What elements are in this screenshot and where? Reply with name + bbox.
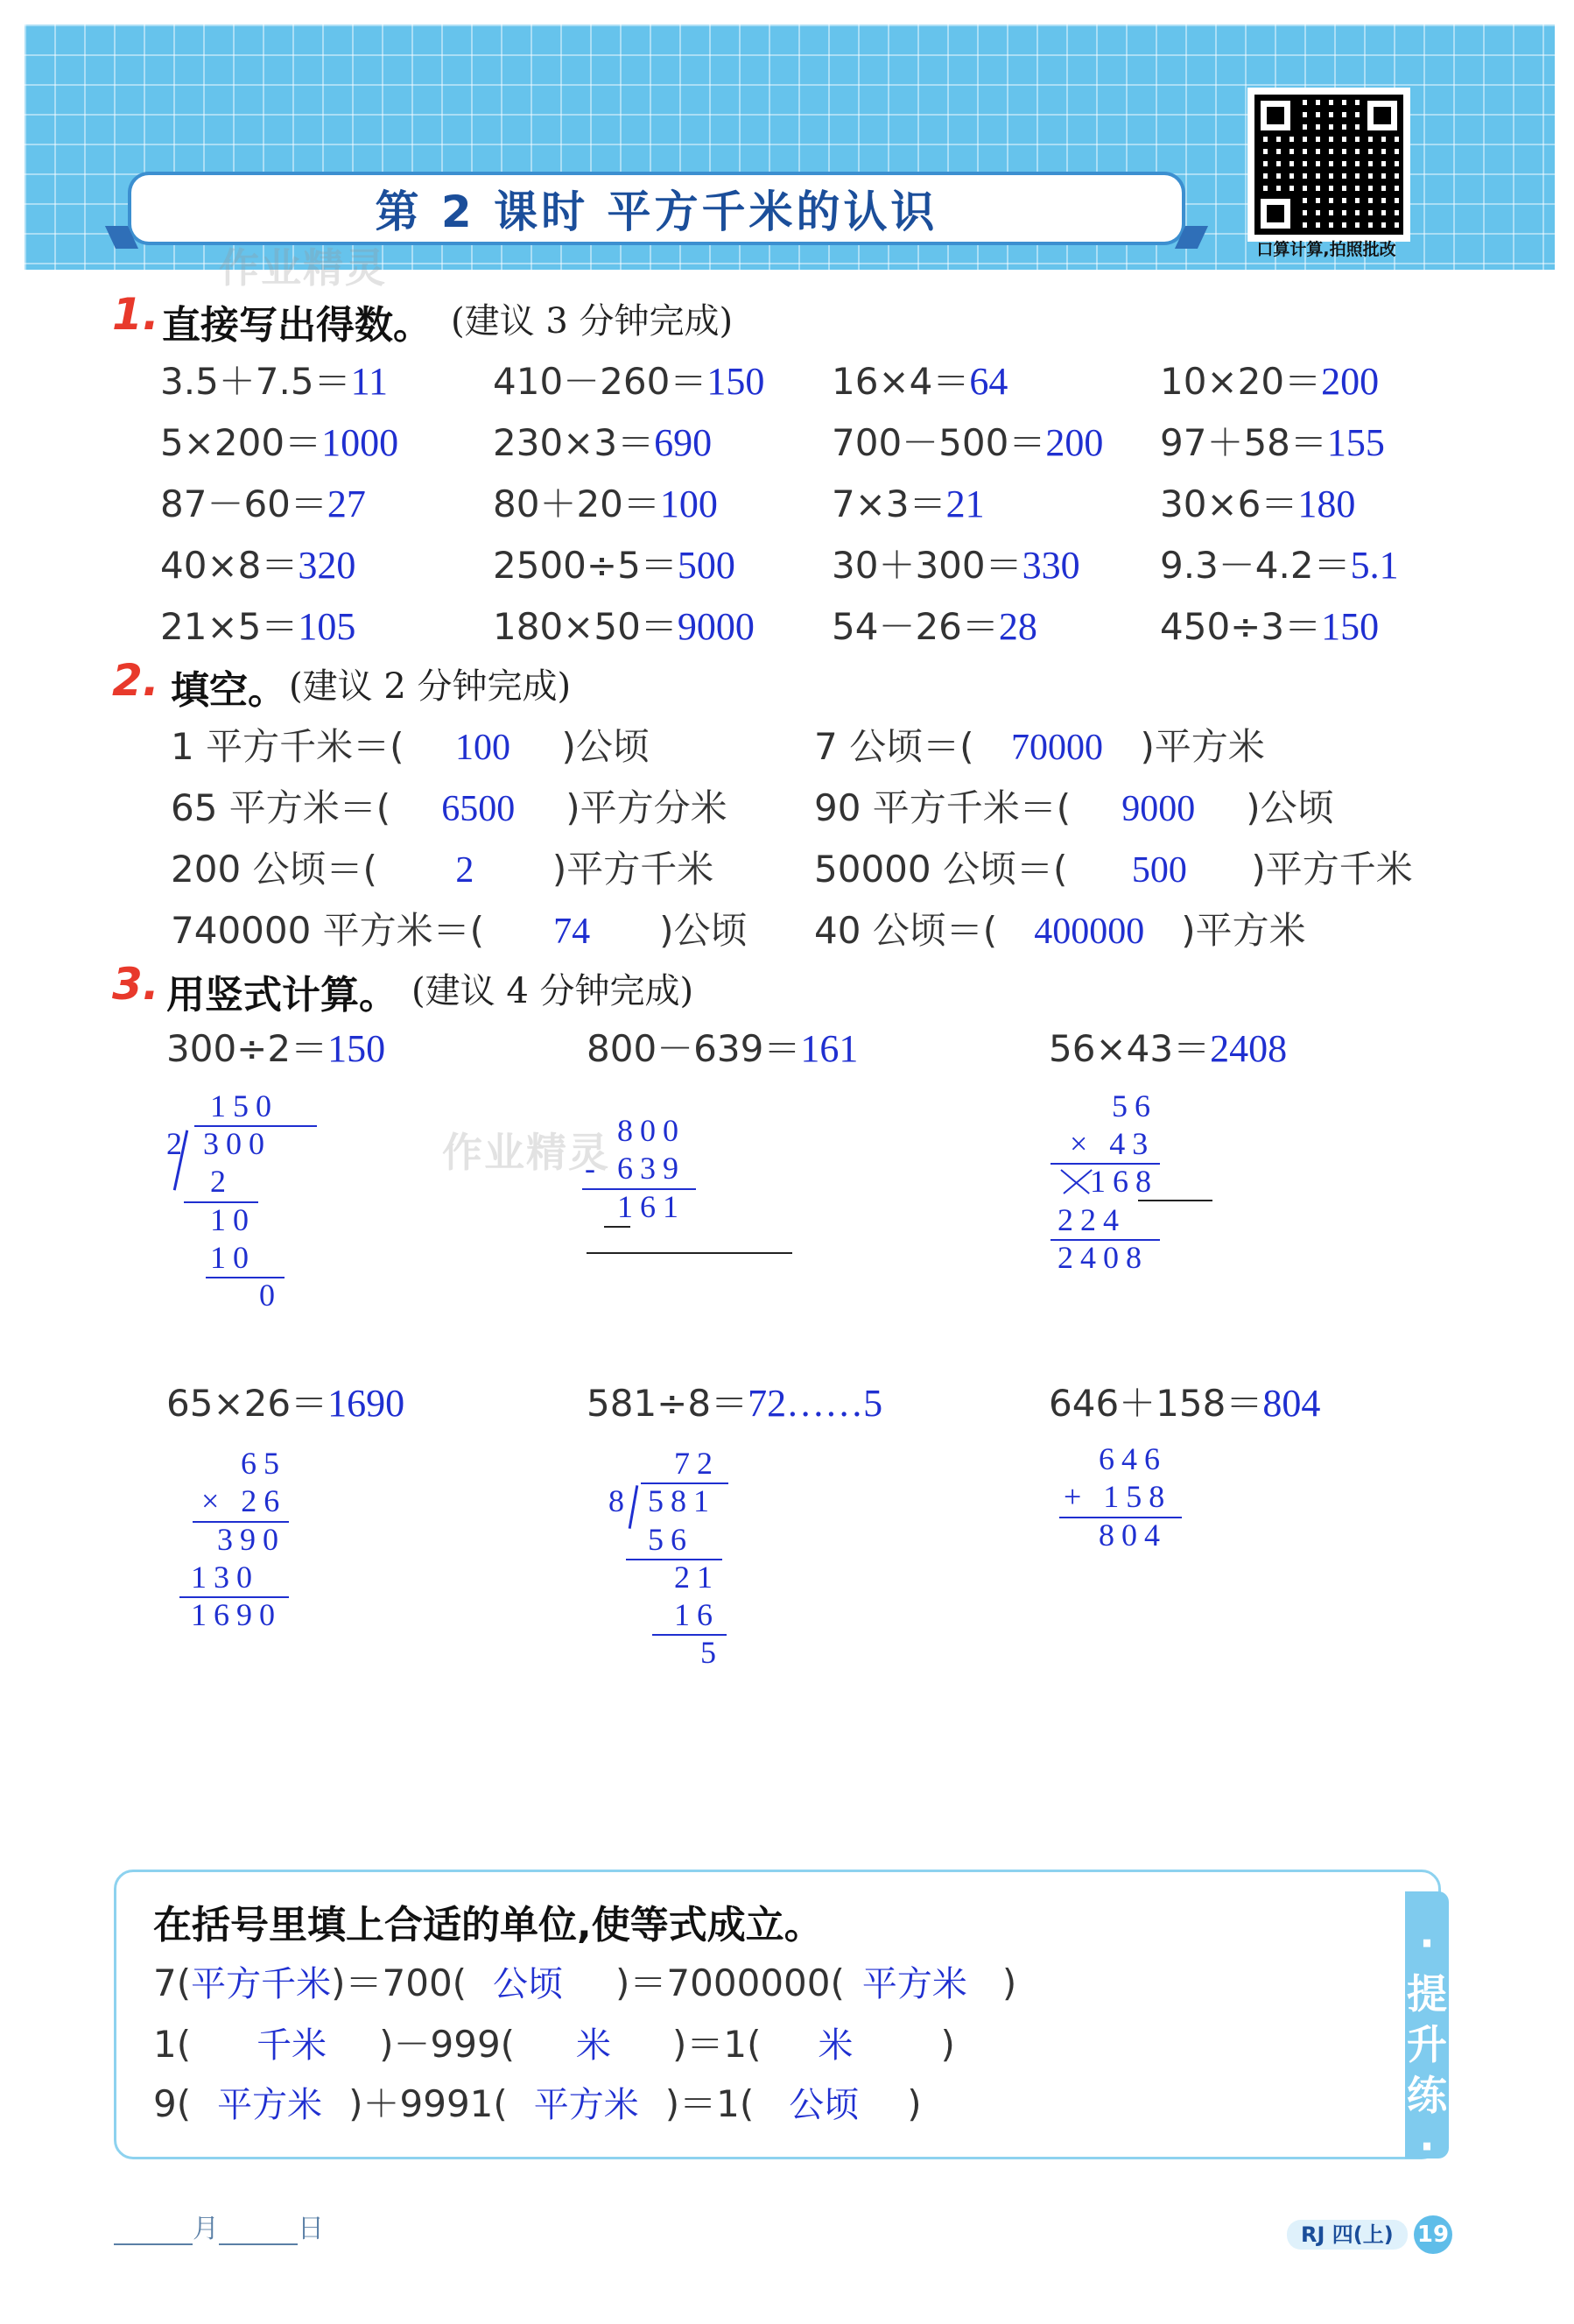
- answer: 105: [298, 605, 356, 648]
- day-label: 日: [298, 2214, 324, 2244]
- month-blank: [114, 2219, 193, 2245]
- equation: 230×3＝690: [493, 421, 713, 464]
- month-label: 月: [193, 2214, 219, 2244]
- work-digit: 390: [217, 1522, 285, 1557]
- equation: 87－60＝27: [160, 482, 366, 525]
- answer: 330: [1022, 544, 1080, 587]
- answer: 100: [659, 482, 718, 525]
- section-2-title: 填空。: [171, 668, 286, 713]
- vertical-problem: 646＋158＝804: [1049, 1382, 1321, 1425]
- unit-answer: 公顷: [493, 1964, 564, 2004]
- fill-blank-item: 200 公顷＝( 2 )平方千米: [171, 848, 714, 891]
- unit-answer: 公顷: [789, 2085, 860, 2125]
- equation: 54－26＝28: [832, 605, 1037, 648]
- work-digit: 800: [617, 1113, 685, 1148]
- qr-finder-icon: [1254, 95, 1296, 137]
- work-line: [604, 1226, 630, 1228]
- blank-answer: 100: [454, 728, 510, 768]
- book-label: RJ 四(上): [1287, 2220, 1408, 2250]
- equation: 7×3＝21: [832, 482, 985, 525]
- answer: 180: [1297, 482, 1356, 525]
- work-line: [587, 1252, 792, 1254]
- work-digit: 65: [241, 1446, 286, 1481]
- work-digit: 581: [648, 1483, 716, 1518]
- section-2-number: 2.: [112, 655, 159, 706]
- blank-answer: 500: [1131, 850, 1187, 891]
- blank-answer: 70000: [1010, 728, 1103, 768]
- equation: 450÷3＝150: [1160, 605, 1380, 648]
- fill-blank-item: 40 公顷＝( 400000 )平方米: [814, 909, 1306, 952]
- answer: 320: [298, 544, 356, 587]
- answer: 161: [800, 1027, 859, 1070]
- answer: 2408: [1210, 1027, 1288, 1070]
- equation: 700－500＝200: [832, 421, 1104, 464]
- extension-title: 在括号里填上合适的单位,使等式成立。: [153, 1903, 823, 1947]
- vertical-problem: 581÷8＝72……5: [587, 1382, 883, 1425]
- equation: 30×6＝180: [1160, 482, 1356, 525]
- answer: 72……5: [748, 1382, 883, 1425]
- equation: 5×200＝1000: [160, 421, 399, 464]
- vertical-problem: 300÷2＝150: [166, 1027, 386, 1070]
- answer: 64: [969, 360, 1008, 403]
- equation: 410－260＝150: [493, 360, 765, 403]
- answer: 500: [677, 544, 735, 587]
- work-digit: 56: [648, 1522, 693, 1557]
- work-digit: 300: [203, 1126, 271, 1161]
- work-digit: × 43: [1070, 1126, 1156, 1161]
- blank-answer: 74: [553, 912, 591, 952]
- work-digit: 5: [700, 1635, 723, 1670]
- answer: 200: [1321, 360, 1380, 403]
- answer: 11: [350, 360, 388, 403]
- answer: 27: [327, 482, 366, 525]
- unit-equation: 7(平方千米)＝700( 公顷 )＝7000000( 平方米 ): [153, 1961, 1017, 2004]
- qr-finder-icon: [1254, 193, 1296, 235]
- blank-answer: 9000: [1121, 789, 1196, 829]
- section-1-hint: (建议 3 分钟完成): [451, 301, 734, 342]
- fill-blank-item: 740000 平方米＝( 74 )公顷: [171, 909, 748, 952]
- equation: 30＋300＝330: [832, 544, 1080, 587]
- section-2-hint: (建议 2 分钟完成): [289, 666, 572, 707]
- answer: 1690: [327, 1382, 405, 1425]
- equation: 3.5＋7.5＝11: [160, 360, 388, 403]
- equation: 180×50＝9000: [493, 605, 755, 648]
- blank-answer: 6500: [441, 789, 516, 829]
- unit-answer: 千米: [256, 2025, 327, 2066]
- work-digit: × 26: [201, 1483, 287, 1518]
- work-digit: 2408: [1058, 1240, 1149, 1275]
- work-digit: 0: [259, 1278, 282, 1313]
- equation: 80＋20＝100: [493, 482, 718, 525]
- fill-blank-item: 90 平方千米＝( 9000 )公顷: [814, 786, 1334, 829]
- qr-finder-icon: [1361, 95, 1403, 137]
- work-digit: 8: [608, 1483, 631, 1518]
- work-digit: 168: [1090, 1164, 1158, 1199]
- equation: 16×4＝64: [832, 360, 1008, 403]
- blank-answer: 400000: [1034, 912, 1145, 952]
- equation: 97＋58＝155: [1160, 421, 1385, 464]
- work-digit: 16: [674, 1597, 720, 1632]
- answer: 150: [1321, 605, 1380, 648]
- work-digit: 10: [210, 1240, 256, 1275]
- work-digit: 646: [1099, 1441, 1167, 1476]
- section-3-hint: (建议 4 分钟完成): [411, 971, 694, 1011]
- answer: 200: [1045, 421, 1104, 464]
- unit-answer: 米: [576, 2025, 612, 2066]
- work-digit: 2: [166, 1126, 189, 1161]
- unit-equation: 1( 千米 )－999( 米 )＝1( 米 ): [153, 2023, 955, 2066]
- unit-answer: 平方米: [533, 2085, 639, 2125]
- answer: 150: [706, 360, 765, 403]
- vertical-problem: 56×43＝2408: [1049, 1027, 1288, 1070]
- answer: 1000: [321, 421, 399, 464]
- fill-blank-item: 50000 公顷＝( 500 )平方千米: [814, 848, 1413, 891]
- fill-blank-item: 65 平方米＝( 6500 )平方分米: [171, 786, 727, 829]
- answer: 690: [654, 421, 713, 464]
- watermark: 作业精灵: [219, 244, 387, 292]
- section-1-number: 1.: [112, 289, 159, 340]
- extension-tab: ·提升练·: [1405, 1891, 1449, 2159]
- section-1-title: 直接写出得数。: [162, 303, 432, 348]
- unit-answer: 米: [818, 2025, 854, 2066]
- watermark: 作业精灵: [442, 1129, 610, 1176]
- work-digit: 10: [210, 1202, 256, 1237]
- equation: 2500÷5＝500: [493, 544, 735, 587]
- work-digit: 224: [1058, 1202, 1126, 1237]
- qr-code-icon[interactable]: [1247, 88, 1410, 242]
- equation: 10×20＝200: [1160, 360, 1380, 403]
- lesson-title: 第 2 课时 平方千米的认识: [375, 187, 938, 237]
- section-3-number: 3.: [112, 959, 159, 1010]
- answer: 150: [327, 1027, 386, 1070]
- fill-blank-item: 7 公顷＝( 70000 )平方米: [814, 725, 1265, 768]
- unit-answer: 平方千米: [191, 1964, 332, 2004]
- unit-answer: 平方米: [217, 2085, 323, 2125]
- answer: 5.1: [1350, 544, 1399, 587]
- unit-answer: 平方米: [861, 1964, 967, 2004]
- work-digit: 21: [674, 1560, 720, 1595]
- work-digit: 72: [674, 1446, 720, 1481]
- qr-caption: 口算计算,拍照批改: [1256, 240, 1396, 259]
- equation: 40×8＝320: [160, 544, 356, 587]
- answer: 804: [1262, 1382, 1321, 1425]
- work-digit: 161: [617, 1189, 685, 1224]
- work-digit: 150: [210, 1088, 278, 1123]
- work-digit: 56: [1112, 1088, 1157, 1123]
- blank-answer: 2: [455, 850, 474, 891]
- page-number: 19: [1414, 2215, 1452, 2254]
- work-digit: 1690: [191, 1597, 282, 1632]
- work-digit: 130: [191, 1560, 259, 1595]
- day-blank: [219, 2219, 298, 2245]
- work-digit: 804: [1099, 1518, 1167, 1553]
- vertical-problem: 65×26＝1690: [166, 1382, 405, 1425]
- fill-blank-item: 1 平方千米＝( 100 )公顷: [171, 725, 650, 768]
- lesson-title-bar: [131, 175, 1182, 242]
- answer: 28: [998, 605, 1037, 648]
- unit-equation: 9( 平方米 )＋9991( 平方米 )＝1( 公顷 ): [153, 2082, 922, 2125]
- work-line: [1138, 1200, 1212, 1201]
- answer: 9000: [677, 605, 755, 648]
- answer: 155: [1326, 421, 1385, 464]
- work-digit: 2: [210, 1164, 233, 1199]
- answer: 21: [945, 482, 985, 525]
- equation: 9.3－4.2＝5.1: [1160, 544, 1399, 587]
- date-field: [114, 2207, 324, 2245]
- work-digit: - 639: [585, 1151, 685, 1186]
- section-3-title: 用竖式计算。: [166, 973, 397, 1018]
- work-digit: + 158: [1064, 1479, 1172, 1514]
- vertical-problem: 800－639＝161: [587, 1027, 859, 1070]
- equation: 21×5＝105: [160, 605, 356, 648]
- cross-mark: [1063, 1169, 1092, 1194]
